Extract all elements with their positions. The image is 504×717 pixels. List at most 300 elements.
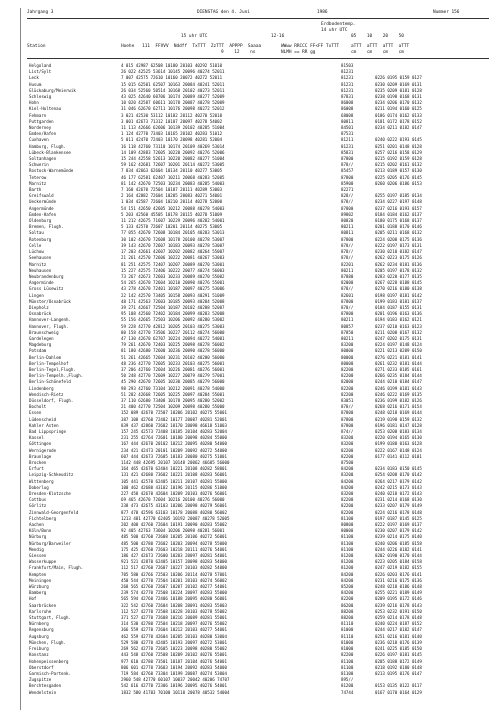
soil-temperatures: 0234 0183 0150 0145	[375, 466, 422, 472]
extra-code: 82200	[341, 509, 354, 515]
extra-code: 878//	[341, 304, 354, 310]
observation-data: 26 022 42525 53614 10145 20096 40274 52011	[121, 69, 225, 75]
station-name: Dresden-Klotzsche	[29, 491, 71, 497]
observation-data: 238 473 42675 43103 10206 20098 40279 56001	[121, 503, 227, 509]
extra-code: 81100	[341, 534, 354, 540]
soil-temperatures: 0197 0187 0145 0125	[375, 515, 422, 521]
extra-code: 81100	[341, 546, 354, 552]
station-name: Zinnwald-Georgenfeld	[29, 509, 79, 515]
extra-code: 878//	[341, 255, 354, 261]
soil-temperatures: 0220 0194 0165 0130	[375, 435, 422, 441]
soil-temperatures: 0167 0170 0164 0129	[375, 689, 422, 695]
synop-line: WWww RRCCC FF<FF TxTTT	[281, 44, 340, 49]
observation-data: 80 158 42770 73506 10227 20112 40274 56000	[121, 329, 225, 335]
extra-code: 80811	[341, 118, 354, 124]
observation-data: 39 143 42670 72607 10183 20093 40278 53007	[121, 242, 225, 248]
extra-code: 85457	[341, 168, 354, 174]
observation-data: 186 427 42673 72600 10203 20097 40281 54001	[121, 553, 227, 559]
soil-temperatures: 0211 0200 0167 0132	[375, 329, 422, 335]
soil-temperatures: 0205 0197 0178 0132	[375, 267, 422, 273]
extra-code: 86008	[341, 100, 354, 106]
extra-code: 81000	[341, 627, 354, 633]
soil-temperatures: 0215 0202 0161 0132	[375, 162, 422, 168]
station-name: Fehmarn	[29, 112, 47, 118]
extra-code: 89802	[341, 211, 354, 217]
soil-temperatures: 0236 0218 0176 0139	[375, 639, 422, 645]
observation-data: 877 470 42596 63103 10178 20088 40280 56002	[121, 509, 227, 515]
observation-data: 565 594 42760 72406 10188 20095 40280 56001	[121, 596, 227, 602]
station-name: Kiel-Holtenau	[29, 106, 62, 112]
date-label: DIENSTAG den 4. Juni	[197, 10, 250, 15]
extra-code: 87800	[341, 174, 354, 180]
station-name: Leck	[29, 75, 39, 81]
station-name: List/Sylt	[29, 69, 52, 75]
soil-temperatures: 0244 0226 0182 0141	[375, 546, 422, 552]
extra-code: 87831	[341, 94, 354, 100]
observation-data: 4 015 42987 62508 10180 20103 40292 51010	[121, 63, 223, 68]
extra-code: 878//	[341, 286, 354, 292]
observation-data: 542 616 42770 72306 10196 20095 40276 54001	[121, 683, 227, 689]
extra-code: 84200	[341, 478, 354, 484]
soil-temperatures: 0180 0175 0168 0137	[375, 218, 422, 224]
soil-temperatures: 0251 0201 0148 0128	[375, 143, 422, 149]
soil-cm: cm cm cm cm	[351, 50, 404, 55]
station-name: Berlin-Tempelhof	[29, 360, 69, 366]
soil-temperatures: 0242 0215 0173 0143	[375, 484, 422, 490]
station-name: Cottbus	[29, 497, 47, 503]
station-name: Nürburg	[29, 534, 47, 540]
station-name: Bad Lippspringe	[29, 428, 66, 434]
soil-temperatures: 0247 0219 0182 0155	[375, 565, 422, 571]
observation-data: 7 007 42575 72610 10160 20072 40272 52011	[121, 75, 223, 81]
observation-data: 167 444 42670 20102 10212 20095 40280 54000	[121, 441, 227, 447]
station-name: Hannover-Langenh.	[29, 317, 71, 323]
observation-data: 15 227 42575 72406 10222 20077 40274 56003	[121, 267, 225, 273]
station-name: Bocholt	[29, 404, 47, 410]
timing-line: 9 12 ns	[221, 50, 256, 55]
station-name: Wernigerode	[29, 447, 57, 453]
station-name: Marnitz	[29, 180, 47, 186]
observation-data: 3 001 42673 71312 10187 20097 40278 54002	[121, 118, 223, 124]
soil-temperatures: 0234 0206 0170 0132	[375, 100, 422, 106]
year-label: 1986	[317, 10, 328, 15]
station-name: Wittenberg	[29, 478, 54, 484]
station-name: Köln/Bonn	[29, 528, 52, 534]
extra-code: 82200	[341, 373, 354, 379]
extra-code: 82200	[341, 366, 354, 372]
extra-code: 84200	[341, 590, 354, 596]
soil-temperatures: 0236 0199 0182 0126	[375, 397, 422, 403]
soil-temperatures: 0184 0184 0162 0137	[375, 211, 422, 217]
observation-data: 5 203 42560 45505 10178 20115 40278 51009	[121, 211, 223, 217]
extra-code: 87880	[341, 273, 354, 279]
soil-temperatures: 0267 0228 0188 0145	[375, 280, 422, 286]
observation-data: 719 584 42760 73304 10199 20087 40274 53004	[121, 670, 227, 676]
extra-code: 82200	[341, 652, 354, 658]
soil-temperatures: 0213 0195 0176 0147	[375, 670, 422, 676]
observation-data: 371 527 42770 72608 10216 20089 40281 55001	[121, 615, 227, 621]
observation-data: 366 559 42770 72604 10212 20103 40277 54001	[121, 627, 227, 633]
observation-data: 81 142 42670 72503 10234 20083 40285 54003	[121, 180, 225, 186]
extra-code: 88200	[341, 608, 354, 614]
station-name: Soltanhagen	[29, 156, 57, 162]
observation-data: 607 444 42673 72605 10183 20080 40275 51001	[121, 453, 227, 459]
extra-code: 86008	[341, 106, 354, 112]
soil-temperatures: 0262 0223 0175 0126	[375, 255, 422, 261]
issue-number: Nummer 156	[433, 10, 460, 15]
observation-data: 30 102 42670 72608 10178 20100 40278 53007	[121, 236, 225, 242]
observation-data: 5 133 42570 72607 10201 20114 40275 53005	[121, 224, 223, 230]
extra-code: 86200	[341, 602, 354, 608]
soil-temperatures: 0230 0210 0182 0147	[375, 249, 422, 255]
observation-data: 21 261 42570 72606 10222 20081 40267 53003	[121, 255, 225, 261]
observation-data: 462 559 42770 42604 10205 20103 40280 53004	[121, 633, 227, 639]
station-name: Magdeburg	[29, 342, 52, 348]
station-name: Lübeck-Blankensee	[29, 149, 71, 155]
station-name: Hohenpeissenberg	[29, 658, 69, 664]
extra-code: 87531	[341, 131, 354, 137]
observation-data: 54 265 42670 72604 10210 20090 40276 55001	[121, 280, 225, 286]
soil-temperatures: 0222 0197 0173 0131	[375, 242, 422, 248]
station-name: Fichtelberg	[29, 515, 57, 521]
observation-data: 529 580 42770 42405 10193 20097 40272 53001	[121, 639, 227, 645]
observation-data: 977 610 42780 73501 10187 20104 40276 54001	[121, 658, 227, 664]
station-name: Lüdenscheid	[29, 416, 57, 422]
station-name: Wendelstein	[29, 689, 57, 695]
extra-code: 83200	[341, 342, 354, 348]
extra-code: 80211	[341, 224, 354, 230]
soil-temperatures: 0222 0167 0148 0124	[375, 447, 422, 453]
observation-data: 48 171 42563 72603 10185 20093 40284 52008	[121, 298, 225, 304]
extra-code: 83200	[341, 441, 354, 447]
extra-code: 87800	[341, 422, 354, 428]
extra-code: 82200	[341, 391, 354, 397]
extra-code: 82271	[341, 187, 354, 193]
station-name: Regensburg	[29, 627, 54, 633]
observation-data: 54 151 42650 42605 10212 20088 40278 54003	[121, 205, 225, 211]
soil-temperatures: 0196 0181 0147 0128	[375, 422, 422, 428]
station-name: Oldenburg	[29, 218, 52, 224]
extra-code: 81503	[341, 63, 354, 68]
extra-code: 82200	[341, 447, 354, 453]
station-name: Leipzig-Schkeuditz	[29, 472, 74, 478]
soil-temperatures: 0254 0208 0170 0142	[375, 472, 422, 478]
station-name: Rotenburg	[29, 236, 52, 242]
soil-temperatures: 0231 0216 0175 0136	[375, 577, 422, 583]
extra-code: 82000	[341, 379, 354, 385]
soil-temperatures: 0224 0197 0148 0124	[375, 342, 422, 348]
extra-code: 81231	[341, 81, 354, 87]
observation-data: 77 055 42670 72608 10184 20105 40283 53013	[121, 230, 225, 236]
extra-code: 81100	[341, 658, 354, 664]
station-name: Berlin-Dahlem	[29, 354, 62, 360]
extra-code: 84200	[341, 466, 354, 472]
soil-temperatures: 0246 0222 0169 0135	[375, 391, 422, 397]
observation-data: 100 462 42680 43102 10196 20115 40286 51000	[121, 484, 227, 490]
code-line: Hoehe 111 FFVVV Nddff TxTTT ZzTTT APPPP Saaaa	[121, 44, 262, 49]
extra-code: 81211	[341, 137, 354, 143]
soil-temperatures: 0255 0221 0189 0149	[375, 590, 422, 596]
observation-data: 15 015 62501 62507 10163 20084 40241 52011	[121, 81, 225, 87]
observation-data: 485 500 42780 72602 10203 20094 40278 55000	[121, 540, 227, 546]
observation-data: 152 089 42670 72507 10206 20102 40275 55001	[121, 410, 227, 416]
station-name: Meiningen	[29, 577, 52, 583]
station-name: Emden-Hafen	[29, 211, 57, 217]
extra-code: 82201	[341, 261, 354, 267]
extra-code: 87800	[341, 298, 354, 304]
observation-data: 839 437 42860 72602 10170 20098 46618 51003	[121, 422, 227, 428]
soil-temperatures: 0230 0209 0169 0131	[375, 81, 422, 87]
station-name: Freiburg	[29, 646, 49, 652]
observation-data: 21 400 42770 72504 10209 20098 40280 55000	[121, 404, 225, 410]
soil-temperatures: 0239 0214 0175 0140	[375, 534, 422, 540]
observation-data: 81 251 42575 72407 10207 20089 40270 53001	[121, 261, 225, 267]
extra-code: 81100	[341, 664, 354, 670]
soil-temperatures: 0221 0213 0209 0150	[375, 348, 422, 354]
observation-data: 202 400 42760 72604 10191 20090 40283 55002	[121, 522, 227, 528]
station-name: Giessen	[29, 553, 47, 559]
station-name: Stuttgart, Flugh.	[29, 615, 71, 621]
soil-temperatures: 0181 0172 0178 0152	[375, 118, 422, 124]
header-rule	[27, 58, 489, 59]
station-name: Lüchow	[29, 249, 44, 255]
extra-code: 81200	[341, 565, 354, 571]
observation-data: 59 162 42681 72607 10201 20114 40272 53005	[121, 162, 225, 168]
observation-data: 1142 448 42695 20107 10148 20062 46605 56000	[121, 460, 230, 465]
observation-data: 387 108 42760 72402 10177 20087 40281 52001	[121, 416, 227, 422]
observation-data: 17 203 42661 42607 10202 20082 40264 55007	[121, 249, 225, 255]
station-name: Emden/Hafen	[29, 131, 57, 137]
extra-code: 88200	[341, 615, 354, 621]
station-name: Kassel	[29, 435, 44, 441]
observation-data: 227 458 42670 42604 10209 20103 40276 56001	[121, 491, 227, 497]
extra-code: 81100	[341, 540, 354, 546]
station-name: Kempten	[29, 571, 47, 577]
observation-data: 314 530 42780 72504 10218 20097 40276 55002	[121, 621, 227, 627]
station-name: Bremen, Flugh.	[29, 224, 64, 230]
station-name: Berlin-Tempelh.,Flugh.	[29, 373, 84, 379]
soil-temperatures: 0241 0225 0185 0150	[375, 646, 422, 652]
extra-code: 81110	[341, 633, 354, 639]
soil-temperatures: 0231 0214 0168 0130	[375, 497, 422, 503]
soil-temperatures: 0199 0183 0181 0137	[375, 298, 422, 304]
extra-code: 87500	[341, 460, 354, 465]
extra-code: 87800	[341, 311, 354, 317]
extra-code: 82601	[341, 292, 354, 298]
station-name: Hannover, Flugh.	[29, 323, 69, 329]
station-name: Bamberg	[29, 590, 47, 596]
soil-depths: 05 10 20 50	[351, 34, 404, 39]
extra-code: 82000	[341, 280, 354, 286]
observation-data: 268 565 42760 72607 10207 20102 40277 54001	[121, 584, 227, 590]
extra-code: 874//	[341, 428, 354, 434]
extra-code: 80800	[341, 522, 354, 528]
station-name: Marnitz	[29, 261, 47, 267]
range-header: 12-16	[271, 34, 285, 39]
observation-data: 39 271 42667 72504 10187 20102 40288 52007	[121, 304, 225, 310]
volume-label: Jahrgang 3	[27, 10, 54, 15]
observation-data: 485 500 42760 72608 10205 20106 40272 56001	[121, 534, 227, 540]
extra-code: 878//	[341, 404, 354, 410]
soil-temperatures: 0226 0195 0159 0127	[375, 75, 422, 81]
soil-temperatures: 0283 0220 0177 0135	[375, 273, 422, 279]
soil-temperatures: 0213 0189 0157 0130	[375, 168, 422, 174]
observation-data: 14 109 42883 72605 10220 20092 40276 52006	[121, 149, 225, 155]
extra-code: 80000	[341, 354, 354, 360]
soil-temperatures: 0240 0222 0193 0145	[375, 137, 422, 143]
observation-data: 37 286 42760 72604 10226 20081 40276 56001	[121, 366, 225, 372]
observation-data: 22 142 42570 73405 10158 20093 40291 51009	[121, 292, 225, 298]
soil-temperatures: 0224 0216 0178 0148	[375, 509, 422, 515]
observation-data: 131 421 42680 73602 10221 20108 40283 56001	[121, 472, 227, 478]
observation-data: 11 113 42666 62606 10139 20102 40285 51004	[121, 125, 225, 131]
station-name: Neuhausen	[29, 267, 52, 273]
station-name: Mendig	[29, 546, 44, 552]
soil-temperatures: 0261 0232 0181 0144	[375, 360, 422, 366]
observation-data: 1 124 42770 73403 10165 20102 40283 51012	[121, 131, 223, 137]
extra-code: 80820	[341, 218, 354, 224]
observation-data: 322 542 42760 72604 10208 20091 40283 55003	[121, 602, 227, 608]
extra-code: 80000	[341, 360, 354, 366]
observation-data: 7 160 42670 72504 10187 20111 40289 53003	[121, 187, 223, 193]
soil-temperatures: 0239 0216 0178 0143	[375, 602, 422, 608]
extra-code: 81100	[341, 670, 354, 676]
soil-temperatures: 0262 0234 0181 0136	[375, 261, 422, 267]
extra-code: 84200	[341, 577, 354, 583]
station-name: Husum	[29, 81, 42, 87]
station-name: Kahler Asten	[29, 422, 59, 428]
soil-temperatures: 0276 0221 0181 0141	[375, 354, 422, 360]
soil-temperatures: 0264 0217 0179 0142	[375, 478, 422, 484]
station-name: Schwerin	[29, 162, 49, 168]
extra-code: 82200	[341, 497, 354, 503]
observation-data: 231 255 42764 72601 10180 20098 40284 55000	[121, 435, 227, 441]
soil-temperatures: 0244 0217 0182 0147	[375, 627, 422, 633]
station-name: Nürburg/Barweiler	[29, 540, 71, 546]
observation-data: 47 130 42670 62707 10224 20094 40272 54001	[121, 335, 225, 341]
extra-code: 84501	[341, 125, 354, 131]
observation-data: 234 421 42473 20101 10209 20092 40272 54000	[121, 447, 227, 453]
soil-temperatures: 0184 0187 0155 0131	[375, 304, 422, 310]
observation-data: 269 562 42770 72605 10223 20098 40280 55002	[121, 646, 227, 652]
station-name: Münster/Osnabrück	[29, 298, 71, 304]
observation-data: 5 011 42470 72403 10170 20098 40281 52004	[121, 137, 223, 143]
soil-temperatures: 0222 0197 0169 0137	[375, 522, 422, 528]
observation-data: 921 521 42870 62405 10157 20098 40283 54000	[121, 559, 227, 565]
soil-temperatures: 0271 0233 0185 0161	[375, 366, 422, 372]
station-name: Düsseldorf, Flugh.	[29, 397, 74, 403]
extra-code: 87800	[341, 236, 354, 242]
soil-temperatures: 0198 0197 0181 0142	[375, 292, 422, 298]
station-name: Nürnberg	[29, 621, 49, 627]
table-row	[29, 690, 491, 696]
soil-temperatures: 0233 0207 0179 0149	[375, 503, 422, 509]
observation-data: 92 405 42763 73604 10206 20098 40281 56001	[121, 528, 225, 534]
soil-temp-title: Erdbodentemp.	[321, 22, 356, 27]
soil-temperatures: 0205 0188 0172 0149	[375, 658, 422, 664]
station-name: Doberlug	[29, 484, 49, 490]
extra-code: 80000	[341, 528, 354, 534]
soil-temperatures: 0240 0206 0185 0158	[375, 540, 422, 546]
station-name: Gross Lüsewitz	[29, 286, 64, 292]
extra-code: 82200	[341, 596, 354, 602]
extra-code: 81231	[341, 143, 354, 149]
observation-data: 11 212 42675 71607 10229 20096 40282 54001	[121, 218, 225, 224]
soil-temperatures: 0186 0174 0162 0133	[375, 112, 422, 118]
extra-code: 878//	[341, 199, 354, 205]
soil-temperatures: 0218 0192 0180 0148	[375, 664, 422, 670]
station-name: Zugspitze	[29, 677, 52, 683]
observation-data: 3 021 42530 53112 10182 20112 40270 52010	[121, 112, 223, 118]
extra-code: 895//	[341, 677, 354, 683]
station-name: Essen	[29, 410, 42, 416]
station-name: Angermünde	[29, 205, 54, 211]
station-name: Frankfurt/Main, Flugh.	[29, 565, 84, 571]
observation-data: 26 034 52560 50514 10168 20102 40273 52011	[121, 87, 225, 93]
extra-code: 81100	[341, 515, 354, 521]
soil-units: aTTT aTTT aTTT aTTT	[351, 44, 410, 49]
soil-temperatures: 0223 0205 0184 0158	[375, 559, 422, 565]
extra-code: 81231	[341, 75, 354, 81]
station-name: Hof	[29, 596, 37, 602]
soil-temperatures: 0224 0208 0175 0136	[375, 236, 422, 242]
extra-code: 85200	[341, 584, 354, 590]
station-name: Lindenberg	[29, 385, 54, 391]
station-table	[29, 63, 491, 696]
extra-code: 81000	[341, 639, 354, 645]
observation-data: 1 034 42587 72604 10210 20114 40278 52000	[121, 199, 223, 205]
extra-code: 828//	[341, 193, 354, 199]
page	[20, 8, 497, 710]
observation-data: 37 110 62680 73408 10178 20095 40280 52002	[121, 397, 225, 403]
extra-code: 81200	[341, 553, 354, 559]
observation-data: 16 118 42760 73110 10174 20109 40269 53014	[121, 143, 225, 149]
station-column-label: Station	[27, 44, 46, 49]
soil-temperatures: 0194 0183 0162 0121	[375, 317, 422, 323]
extra-code: 81231	[341, 69, 354, 75]
station-name: Berlin-Tegel,Flugh.	[29, 366, 76, 372]
soil-temperatures: 0238 0198 0168 0131	[375, 94, 422, 100]
observation-data: 95 108 42560 72402 10184 20099 40283 52008	[121, 311, 225, 317]
station-name: Soltau	[29, 230, 44, 236]
station-name: Norderney	[29, 125, 52, 131]
soil-temperatures: 0177 0141 0112 0101	[375, 453, 422, 459]
station-name: Lingen	[29, 292, 44, 298]
station-name: Gardelegen	[29, 335, 54, 341]
station-name: Garmisch-Partenk.	[29, 670, 71, 676]
extra-code: 878//	[341, 162, 354, 168]
station-name: Konstanz	[29, 652, 49, 658]
soil-temperatures: 0199 0188 0163 0128	[375, 441, 422, 447]
station-name: Brocken	[29, 460, 47, 465]
extra-code: 83200	[341, 491, 354, 497]
extra-code: 83200	[341, 435, 354, 441]
extra-code: 84200	[341, 484, 354, 490]
observation-data: 81 180 42680 72600 10236 20090 40278 56000	[121, 348, 225, 354]
station-name: Diepholz	[29, 304, 49, 310]
station-name: Wendisch-Rietz	[29, 391, 64, 397]
observation-data: 443 548 42760 72508 10209 20102 40276 55001	[121, 652, 227, 658]
extra-code: 82200	[341, 385, 354, 391]
soil-temperatures: 0234 0227 0197 0148	[375, 199, 422, 205]
soil-temperatures: 0201 0196 0163 0136	[375, 311, 422, 317]
soil-temp-utc: 14 uhr UTC	[321, 28, 348, 33]
extra-code: 81200	[341, 683, 354, 689]
observation-data: 51 261 42665 72604 10231 20102 40280 56000	[121, 354, 225, 360]
extra-code: 80857	[341, 323, 354, 329]
station-name: Schleswig	[29, 94, 52, 100]
station-name: Neubrandenburg	[29, 273, 64, 279]
